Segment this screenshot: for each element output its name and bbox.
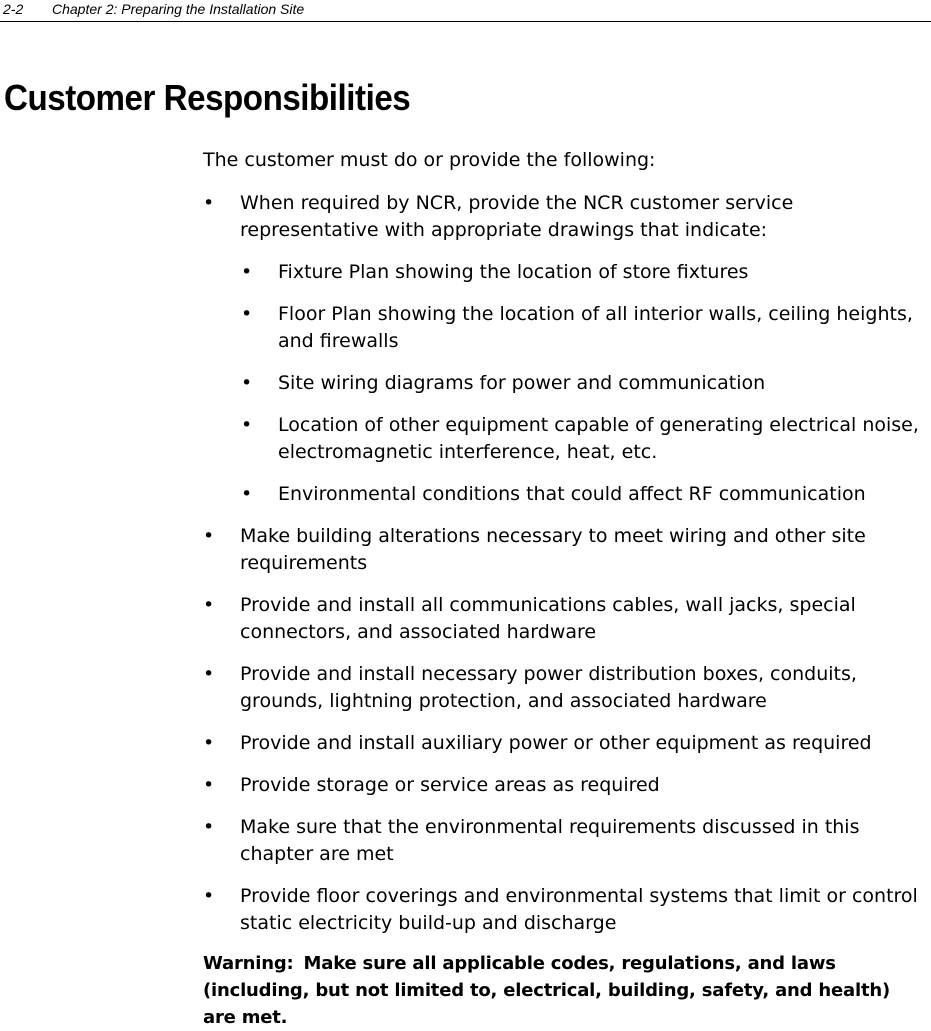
chapter-title: Chapter 2: Preparing the Installation Site [52,1,305,17]
bullet-icon: • [203,774,215,796]
bullet-icon: • [203,192,215,214]
list-item-text: Environmental conditions that could affect RF communication [278,483,866,505]
list-item-text: Location of other equipment capable of generating electrical noise, electromagnetic interference, heat, etc. [278,414,919,463]
bullet-icon: • [203,732,215,754]
bullet-icon: • [241,414,253,436]
bullet-icon: • [203,885,215,907]
list-item [0,730,930,757]
sub-list-item [0,370,928,397]
section-title: Customer Responsibilities [4,77,411,118]
warning-text: Make sure all applicable codes, regulations, and laws (including, but not limited to, electrical, building, safety, and health) are met. [203,953,890,1028]
bullet-icon: • [203,663,215,685]
bullet-icon: • [203,816,215,838]
list-item-text: Provide and install auxiliary power or other equipment as required [240,732,872,754]
list-item [0,772,930,799]
list-item-text: Site wiring diagrams for power and communication [278,372,766,394]
warning-label: Warning: [203,953,294,974]
list-item-text: Provide floor coverings and environmental systems that limit or control static electricity build-up and discharge [240,885,918,934]
list-item [0,883,930,937]
sub-list-item [0,412,928,466]
bullet-icon: • [241,303,253,325]
list-item-text: Floor Plan showing the location of all interior walls, ceiling heights, and firewalls [278,303,913,352]
list-item [0,523,930,577]
responsibilities-list [0,190,930,952]
list-item [0,661,930,715]
page-header [0,0,931,22]
list-item [0,190,930,244]
list-item-text: Provide storage or service areas as required [240,774,660,796]
sub-list-item [0,259,928,286]
list-item-text: Provide and install all communications cables, wall jacks, special connectors, and associated hardware [240,594,856,643]
bullet-icon: • [241,261,253,283]
bullet-icon: • [203,525,215,547]
sub-list-item [0,481,928,508]
list-item [0,592,930,646]
bullet-icon: • [241,372,253,394]
intro-paragraph: The customer must do or provide the following: [203,149,656,171]
warning-note [203,950,925,1031]
list-item-text: Make sure that the environmental requirements discussed in this chapter are met [240,816,860,865]
page-number: 2-2 [3,1,24,17]
bullet-icon: • [241,483,253,505]
list-item [0,814,930,868]
bullet-icon: • [203,594,215,616]
list-item-text: Fixture Plan showing the location of store fixtures [278,261,749,283]
list-item-text: Provide and install necessary power distribution boxes, conduits, grounds, lightning protection, and associated hardware [240,663,857,712]
list-item-text: When required by NCR, provide the NCR customer service representative with appropriate drawings that indicate: [240,192,794,241]
sub-list-item [0,301,928,355]
list-item-text: Make building alterations necessary to meet wiring and other site requirements [240,525,866,574]
